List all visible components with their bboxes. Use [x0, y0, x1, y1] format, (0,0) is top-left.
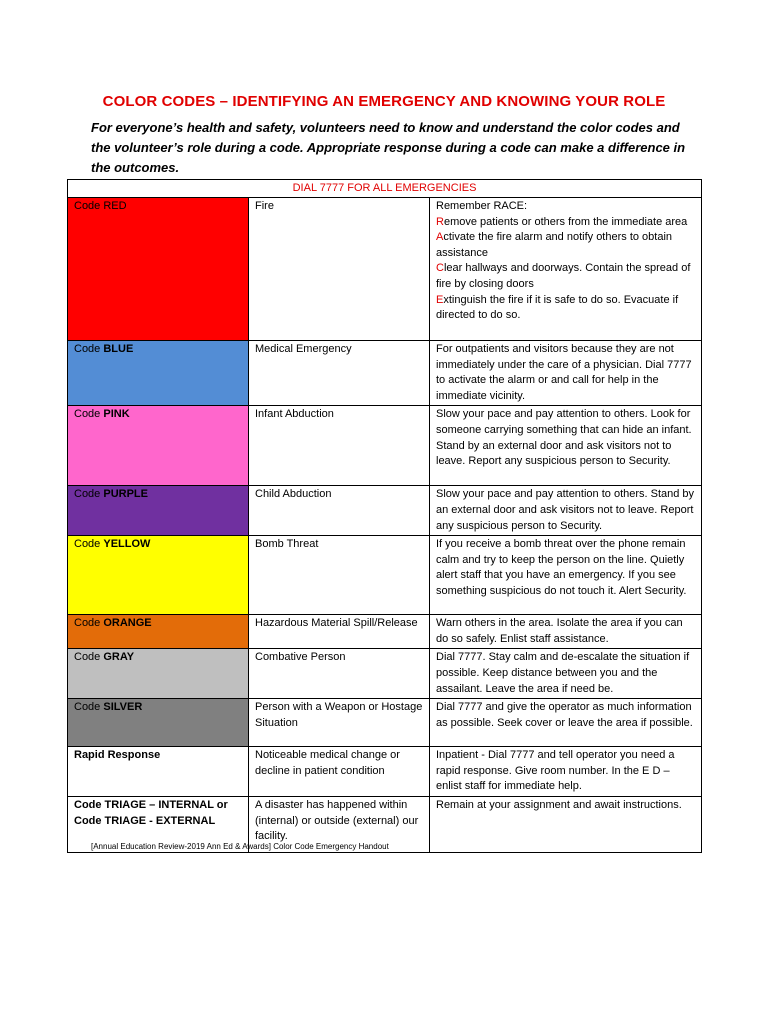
- response-action: Dial 7777. Stay calm and de-escalate the situation if possible. Keep distance between you and the assailant. Leave the area if need be.: [430, 649, 702, 699]
- code-cell-rapid-response: [68, 747, 249, 797]
- code-cell-blue: [68, 341, 249, 406]
- page-title: COLOR CODES – IDENTIFYING AN EMERGENCY AND KNOWING YOUR ROLE: [102, 93, 666, 110]
- color-codes-table: [67, 179, 702, 853]
- code-prefix: Code: [74, 651, 104, 664]
- code-name: ORANGE: [103, 617, 152, 630]
- code-name: PURPLE: [103, 488, 148, 501]
- response-action: Inpatient - Dial 7777 and tell operator you need a rapid response. Give room number. In the E D – enlist staff for immediate help.: [430, 747, 702, 797]
- table-row: [68, 486, 702, 536]
- code-name: RED: [103, 200, 127, 212]
- race-step: [436, 261, 695, 292]
- code-name-line: Code TRIAGE – INTERNAL or: [74, 798, 228, 811]
- code-cell-purple: [68, 486, 249, 536]
- response-action: Slow your pace and pay attention to others. Stand by an external door and ask visitors not to leave. Report any suspicious person to Security.: [430, 486, 702, 536]
- race-text: lear hallways and doorways. Contain the spread of fire by closing doors: [436, 262, 691, 290]
- emergency-type: Child Abduction: [249, 486, 430, 536]
- code-prefix: Code: [74, 408, 104, 421]
- table-row: [68, 699, 702, 747]
- table-row: [68, 649, 702, 699]
- code-name: YELLOW: [103, 538, 151, 551]
- table-row: [68, 536, 702, 615]
- code-prefix: Code: [74, 538, 104, 551]
- table-row: [68, 406, 702, 486]
- response-action: Slow your pace and pay attention to others. Look for someone carrying something that can hide an infant. Stand by an external door and ask visitors not to leave. Report any suspicious person to Security.: [430, 406, 702, 486]
- response-action: If you receive a bomb threat over the phone remain calm and try to keep the person on the line. Quietly alert staff that you have an emergency. If you see something suspicious do not touch it. Alert Security.: [430, 536, 702, 615]
- code-name: GRAY: [103, 651, 135, 664]
- code-prefix: Code: [74, 617, 104, 630]
- emergency-type: Bomb Threat: [249, 536, 430, 615]
- race-letter: A: [436, 231, 444, 244]
- race-text: xtinguish the fire if it is safe to do so. Evacuate if directed to do so.: [436, 293, 679, 322]
- race-letter: R: [436, 215, 444, 228]
- emergency-type: Noticeable medical change or decline in patient condition: [249, 747, 430, 797]
- response-action: Dial 7777 and give the operator as much information as possible. Seek cover or leave the area if possible.: [430, 699, 702, 747]
- race-step: [436, 215, 695, 231]
- code-cell-silver: [68, 699, 249, 747]
- response-action: For outpatients and visitors because they are not immediately under the care of a physician. Dial 7777 to activate the alarm or and call for help in the immediate vicinity.: [430, 341, 702, 406]
- code-cell-red: [68, 198, 249, 341]
- race-letter: C: [436, 262, 444, 275]
- code-prefix: Code: [74, 343, 104, 355]
- race-intro: Remember RACE:: [436, 200, 528, 212]
- emergency-type: Person with a Weapon or Hostage Situation: [249, 699, 430, 747]
- code-cell-orange: [68, 615, 249, 649]
- code-name: PINK: [103, 408, 130, 421]
- table-row: [68, 198, 702, 341]
- emergency-type: Fire: [249, 198, 430, 341]
- table-row: [68, 615, 702, 649]
- race-letter: E: [436, 293, 444, 306]
- code-name: Rapid Response: [74, 749, 161, 762]
- emergency-type: Medical Emergency: [249, 341, 430, 406]
- emergency-type: A disaster has happened within (internal) or outside (external) our facility.: [249, 796, 430, 852]
- intro-paragraph: For everyone’s health and safety, volunteers need to know and understand the color codes and the volunteer’s role during a code. Appropriate response during a code can make a difference in the outcomes.: [91, 120, 686, 175]
- race-text: ctivate the fire alarm and notify others to obtain assistance: [436, 231, 673, 259]
- code-prefix: Code: [74, 200, 104, 212]
- response-action: [430, 198, 702, 341]
- race-step: [436, 230, 695, 261]
- code-name: SILVER: [103, 701, 143, 714]
- emergency-type: Hazardous Material Spill/Release: [249, 615, 430, 649]
- emergency-type: Infant Abduction: [249, 406, 430, 486]
- code-prefix: Code: [74, 488, 104, 501]
- code-prefix: Code: [74, 701, 104, 714]
- table-row: [68, 747, 702, 797]
- response-action: Warn others in the area. Isolate the area if you can do so safely. Enlist staff assistance.: [430, 615, 702, 649]
- race-text: emove patients or others from the immediate area: [443, 215, 688, 228]
- code-cell-pink: [68, 406, 249, 486]
- code-cell-yellow: [68, 536, 249, 615]
- code-name-line: Code TRIAGE - EXTERNAL: [74, 814, 216, 827]
- code-name: BLUE: [103, 343, 134, 355]
- response-action: Remain at your assignment and await instructions.: [430, 796, 702, 852]
- table-header: DIAL 7777 FOR ALL EMERGENCIES: [68, 180, 702, 198]
- race-step: [436, 293, 695, 324]
- table-header-row: [68, 180, 702, 198]
- code-cell-gray: [68, 649, 249, 699]
- footer-note: [Annual Education Review-2019 Ann Ed & Awards] Color Code Emergency Handout: [91, 842, 389, 851]
- emergency-type: Combative Person: [249, 649, 430, 699]
- table-row: [68, 341, 702, 406]
